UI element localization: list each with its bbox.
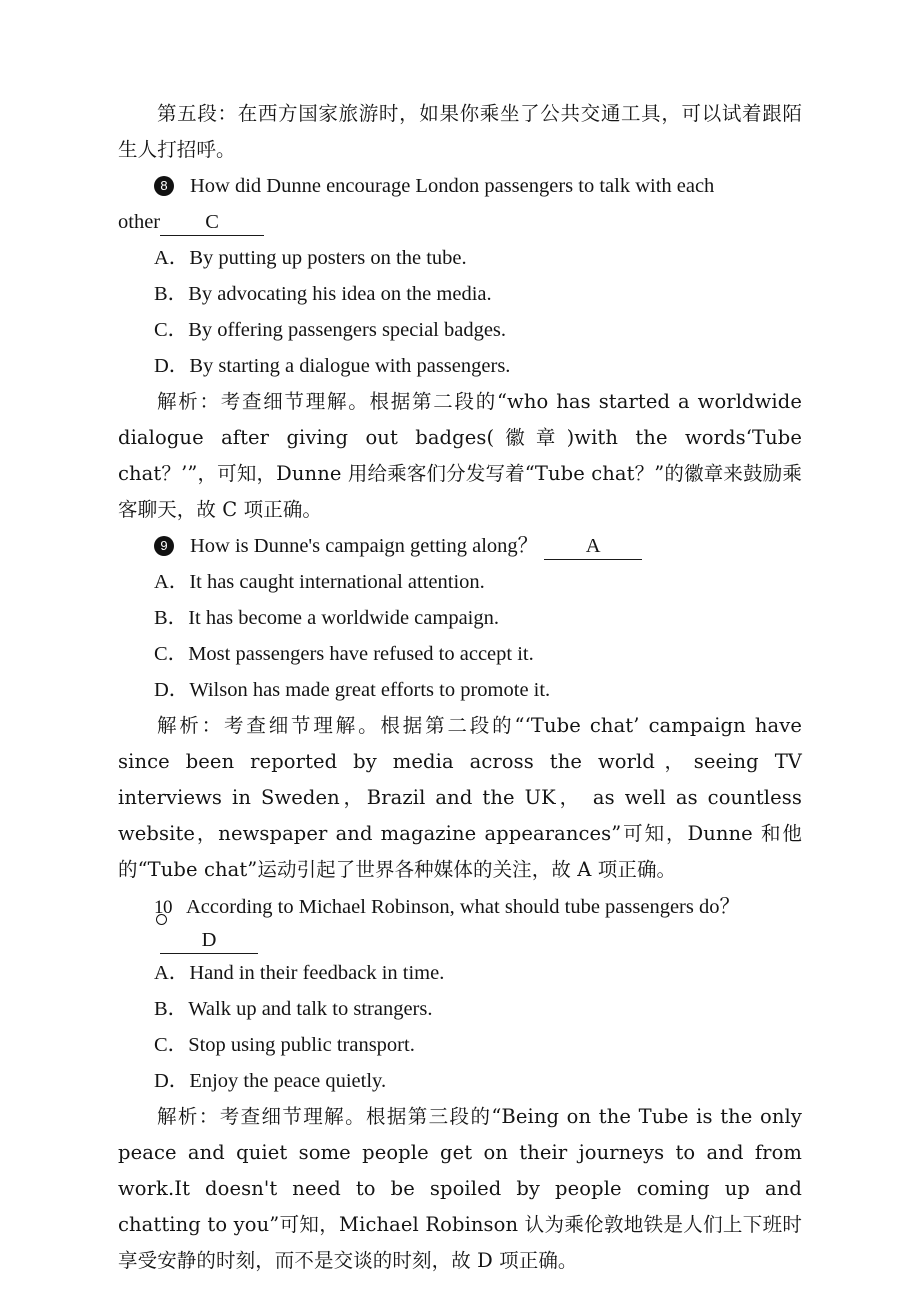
analysis-text: 考查细节理解。根据第二段的“‘Tube chat’ campaign have since been reported by media across the world，seeing TV interviews in Sweden，Brazil and the UK， as well as countless website，newspaper and magazine appearances”可知，Dunne 和他的“Tube chat”运动引起了世界各种媒体的关注，故 A 项正确。	[118, 714, 802, 881]
question-10-stem	[118, 888, 802, 955]
question-number-9-icon: 9	[154, 536, 174, 556]
question-number-8-icon: 8	[154, 176, 174, 196]
question-8-option-b[interactable]	[118, 276, 802, 312]
question-8-analysis	[118, 384, 802, 528]
question-9-stem-text: How is Dunne's campaign getting along？	[190, 535, 539, 557]
paragraph-five-text: 在西方国家旅游时，如果你乘坐了公共交通工具，可以试着跟陌生人打招呼。	[118, 102, 802, 161]
question-8-option-d[interactable]	[118, 348, 802, 384]
question-8-stem-continuation	[118, 204, 802, 240]
option-label: C．	[154, 1034, 189, 1056]
question-9-answer-blank[interactable]: A	[544, 533, 642, 560]
question-8-option-c[interactable]	[118, 312, 802, 348]
question-10-option-b[interactable]	[118, 991, 802, 1027]
question-8-option-a[interactable]	[118, 240, 802, 276]
question-9-analysis	[118, 708, 802, 888]
analysis-label: 解析：	[157, 714, 225, 737]
option-label: A．	[154, 247, 190, 269]
option-text: By advocating his idea on the media.	[188, 283, 492, 305]
question-9-option-d[interactable]	[118, 672, 802, 708]
analysis-label: 解析：	[157, 1105, 220, 1128]
option-text: It has caught international attention.	[189, 571, 485, 593]
option-text: Walk up and talk to strangers.	[188, 998, 433, 1020]
question-9-option-a[interactable]	[118, 564, 802, 600]
option-label: D．	[154, 679, 190, 701]
question-9-option-c[interactable]	[118, 636, 802, 672]
question-9-stem	[118, 528, 802, 564]
question-10-stem-text: According to Michael Robinson, what should tube passengers do？	[186, 896, 740, 918]
option-text: It has become a worldwide campaign.	[188, 607, 499, 629]
question-10-option-d[interactable]	[118, 1063, 802, 1099]
question-8-stem	[118, 168, 802, 204]
question-10-option-a[interactable]	[118, 955, 802, 991]
question-9-option-b[interactable]	[118, 600, 802, 636]
question-number-10-icon: 10	[154, 898, 172, 925]
paragraph-five-label: 第五段：	[157, 102, 238, 125]
option-label: D．	[154, 1070, 190, 1092]
question-8-answer-blank[interactable]: C	[160, 209, 264, 236]
option-label: B．	[154, 607, 189, 629]
option-label: A．	[154, 571, 190, 593]
analysis-text: 考查细节理解。根据第二段的“who has started a worldwide dialogue after giving out badges(徽章)with the words‘Tube chat？’”，可知，Dunne 用给乘客们分发写着“Tube chat？”的徽章来鼓励乘客聊天，故 C 项正确。	[118, 390, 802, 521]
option-text: Enjoy the peace quietly.	[189, 1070, 387, 1092]
option-text: Stop using public transport.	[188, 1034, 415, 1056]
question-10-option-c[interactable]	[118, 1027, 802, 1063]
question-10-analysis	[118, 1099, 802, 1279]
option-label: C．	[154, 319, 189, 341]
page-content	[118, 96, 802, 1279]
question-8-stem-text: How did Dunne encourage London passengers to talk with each	[190, 175, 715, 197]
analysis-label: 解析：	[157, 390, 221, 413]
option-label: D．	[154, 355, 190, 377]
question-10-answer-blank[interactable]: D	[160, 927, 258, 954]
option-text: By offering passengers special badges.	[188, 319, 507, 341]
option-text: Most passengers have refused to accept it.	[188, 643, 534, 665]
option-label: A．	[154, 962, 190, 984]
option-label: B．	[154, 283, 189, 305]
option-text: By starting a dialogue with passengers.	[189, 355, 511, 377]
option-label: C．	[154, 643, 189, 665]
paragraph-five-note	[118, 96, 802, 168]
option-text: Hand in their feedback in time.	[189, 962, 445, 984]
option-text: By putting up posters on the tube.	[189, 247, 467, 269]
option-text: Wilson has made great efforts to promote it.	[189, 679, 551, 701]
option-label: B．	[154, 998, 189, 1020]
question-8-stem-tail: other	[118, 211, 161, 233]
analysis-text: 考查细节理解。根据第三段的“Being on the Tube is the only peace and quiet some people get on their journeys to and from work.It doesn't need to be spoiled by people coming up and chatting to you”可知，Michael Robinson 认为乘伦敦地铁是人们上下班时享受安静的时刻，而不是交谈的时刻，故 D 项正确。	[118, 1105, 802, 1272]
